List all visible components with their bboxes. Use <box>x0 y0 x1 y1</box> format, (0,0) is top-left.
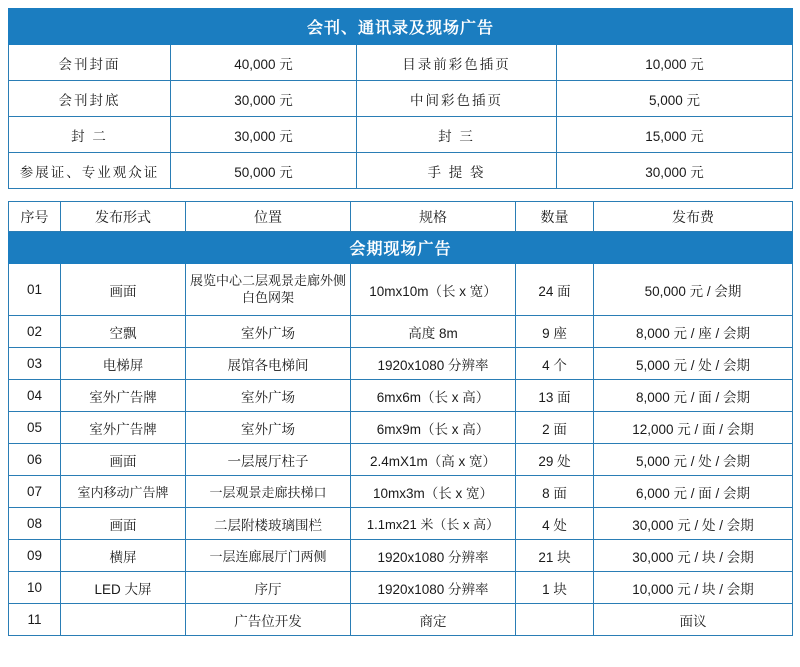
table-header-row <box>9 9 793 45</box>
block1-title: 会刊、通讯录及现场广告 <box>9 9 793 45</box>
cell-location: 室外广场 <box>186 380 351 412</box>
cell-form: 室内移动广告牌 <box>61 476 186 508</box>
cell-price: 50,000 元 <box>171 153 357 189</box>
cell-price: 30,000 元 / 处 / 会期 <box>594 508 793 540</box>
table-row <box>9 604 793 636</box>
cell-spec: 6mx6m（长 x 高） <box>351 380 516 412</box>
cell-price: 6,000 元 / 面 / 会期 <box>594 476 793 508</box>
cell-spec: 高度 8m <box>351 316 516 348</box>
cell-qty: 29 处 <box>516 444 594 476</box>
cell-qty: 9 座 <box>516 316 594 348</box>
cell-form: 空飘 <box>61 316 186 348</box>
cell-no: 01 <box>9 264 61 316</box>
table-row <box>9 316 793 348</box>
cell-item-name: 中间彩色插页 <box>357 81 557 117</box>
table-row <box>9 444 793 476</box>
cell-item-name: 目录前彩色插页 <box>357 45 557 81</box>
column-header-price: 发布费 <box>594 202 793 232</box>
cell-no: 06 <box>9 444 61 476</box>
cell-item-name: 会刊封底 <box>9 81 171 117</box>
cell-no: 03 <box>9 348 61 380</box>
cell-price: 5,000 元 <box>557 81 793 117</box>
column-header-row <box>9 202 793 232</box>
column-header-form: 发布形式 <box>61 202 186 232</box>
cell-form: 电梯屏 <box>61 348 186 380</box>
cell-no: 10 <box>9 572 61 604</box>
cell-price: 10,000 元 / 块 / 会期 <box>594 572 793 604</box>
table-row <box>9 572 793 604</box>
column-header-spec: 规格 <box>351 202 516 232</box>
table-row <box>9 508 793 540</box>
table-header-row <box>9 232 793 264</box>
cell-form: LED 大屏 <box>61 572 186 604</box>
cell-item-name: 参展证、专业观众证 <box>9 153 171 189</box>
cell-location: 一层连廊展厅门两侧 <box>186 540 351 572</box>
cell-location: 室外广场 <box>186 316 351 348</box>
cell-no: 05 <box>9 412 61 444</box>
cell-price: 30,000 元 <box>171 81 357 117</box>
table-row <box>9 117 793 153</box>
table-row <box>9 348 793 380</box>
cell-form: 室外广告牌 <box>61 412 186 444</box>
cell-spec: 1920x1080 分辨率 <box>351 540 516 572</box>
cell-form: 室外广告牌 <box>61 380 186 412</box>
cell-qty: 13 面 <box>516 380 594 412</box>
cell-location: 一层展厅柱子 <box>186 444 351 476</box>
cell-item-name: 封 三 <box>357 117 557 153</box>
cell-price: 30,000 元 / 块 / 会期 <box>594 540 793 572</box>
cell-spec: 6mx9m（长 x 高） <box>351 412 516 444</box>
cell-price: 12,000 元 / 面 / 会期 <box>594 412 793 444</box>
table-row <box>9 540 793 572</box>
cell-price: 8,000 元 / 座 / 会期 <box>594 316 793 348</box>
cell-location: 广告位开发 <box>186 604 351 636</box>
cell-price: 5,000 元 / 处 / 会期 <box>594 348 793 380</box>
table-row <box>9 153 793 189</box>
section-divider <box>8 189 792 201</box>
cell-qty: 4 个 <box>516 348 594 380</box>
cell-qty: 24 面 <box>516 264 594 316</box>
cell-price: 30,000 元 <box>557 153 793 189</box>
cell-qty: 8 面 <box>516 476 594 508</box>
cell-spec: 1920x1080 分辨率 <box>351 348 516 380</box>
cell-price: 5,000 元 / 处 / 会期 <box>594 444 793 476</box>
cell-price: 面议 <box>594 604 793 636</box>
cell-location: 展馆各电梯间 <box>186 348 351 380</box>
cell-qty: 1 块 <box>516 572 594 604</box>
cell-location: 二层附楼玻璃围栏 <box>186 508 351 540</box>
cell-no: 04 <box>9 380 61 412</box>
cell-form: 画面 <box>61 444 186 476</box>
cell-price: 8,000 元 / 面 / 会期 <box>594 380 793 412</box>
cell-price: 40,000 元 <box>171 45 357 81</box>
cell-spec: 10mx3m（长 x 宽） <box>351 476 516 508</box>
cell-qty: 21 块 <box>516 540 594 572</box>
table-row <box>9 81 793 117</box>
cell-no: 08 <box>9 508 61 540</box>
cell-form: 横屏 <box>61 540 186 572</box>
cell-qty <box>516 604 594 636</box>
cell-no: 11 <box>9 604 61 636</box>
publication-ads-table <box>8 8 793 189</box>
column-header-no: 序号 <box>9 202 61 232</box>
cell-spec: 2.4mX1m（高 x 宽） <box>351 444 516 476</box>
cell-location: 一层观景走廊扶梯口 <box>186 476 351 508</box>
cell-price: 50,000 元 / 会期 <box>594 264 793 316</box>
cell-price: 30,000 元 <box>171 117 357 153</box>
cell-no: 07 <box>9 476 61 508</box>
cell-spec: 10mx10m（长 x 宽） <box>351 264 516 316</box>
table-row <box>9 380 793 412</box>
table-row <box>9 412 793 444</box>
cell-form: 画面 <box>61 508 186 540</box>
cell-no: 02 <box>9 316 61 348</box>
cell-spec: 1.1mx21 米（长 x 高） <box>351 508 516 540</box>
onsite-ads-table <box>8 201 793 636</box>
cell-spec: 1920x1080 分辨率 <box>351 572 516 604</box>
cell-item-name: 会刊封面 <box>9 45 171 81</box>
table-row <box>9 264 793 316</box>
cell-form <box>61 604 186 636</box>
cell-item-name: 封 二 <box>9 117 171 153</box>
cell-price: 10,000 元 <box>557 45 793 81</box>
cell-location: 室外广场 <box>186 412 351 444</box>
cell-location: 序厅 <box>186 572 351 604</box>
cell-form: 画面 <box>61 264 186 316</box>
cell-no: 09 <box>9 540 61 572</box>
cell-spec: 商定 <box>351 604 516 636</box>
cell-qty: 4 处 <box>516 508 594 540</box>
block2-title: 会期现场广告 <box>9 232 793 264</box>
column-header-qty: 数量 <box>516 202 594 232</box>
table-row <box>9 45 793 81</box>
cell-qty: 2 面 <box>516 412 594 444</box>
cell-price: 15,000 元 <box>557 117 793 153</box>
table-row <box>9 476 793 508</box>
column-header-location: 位置 <box>186 202 351 232</box>
cell-location: 展览中心二层观景走廊外侧白色网架 <box>186 264 351 316</box>
cell-item-name: 手 提 袋 <box>357 153 557 189</box>
